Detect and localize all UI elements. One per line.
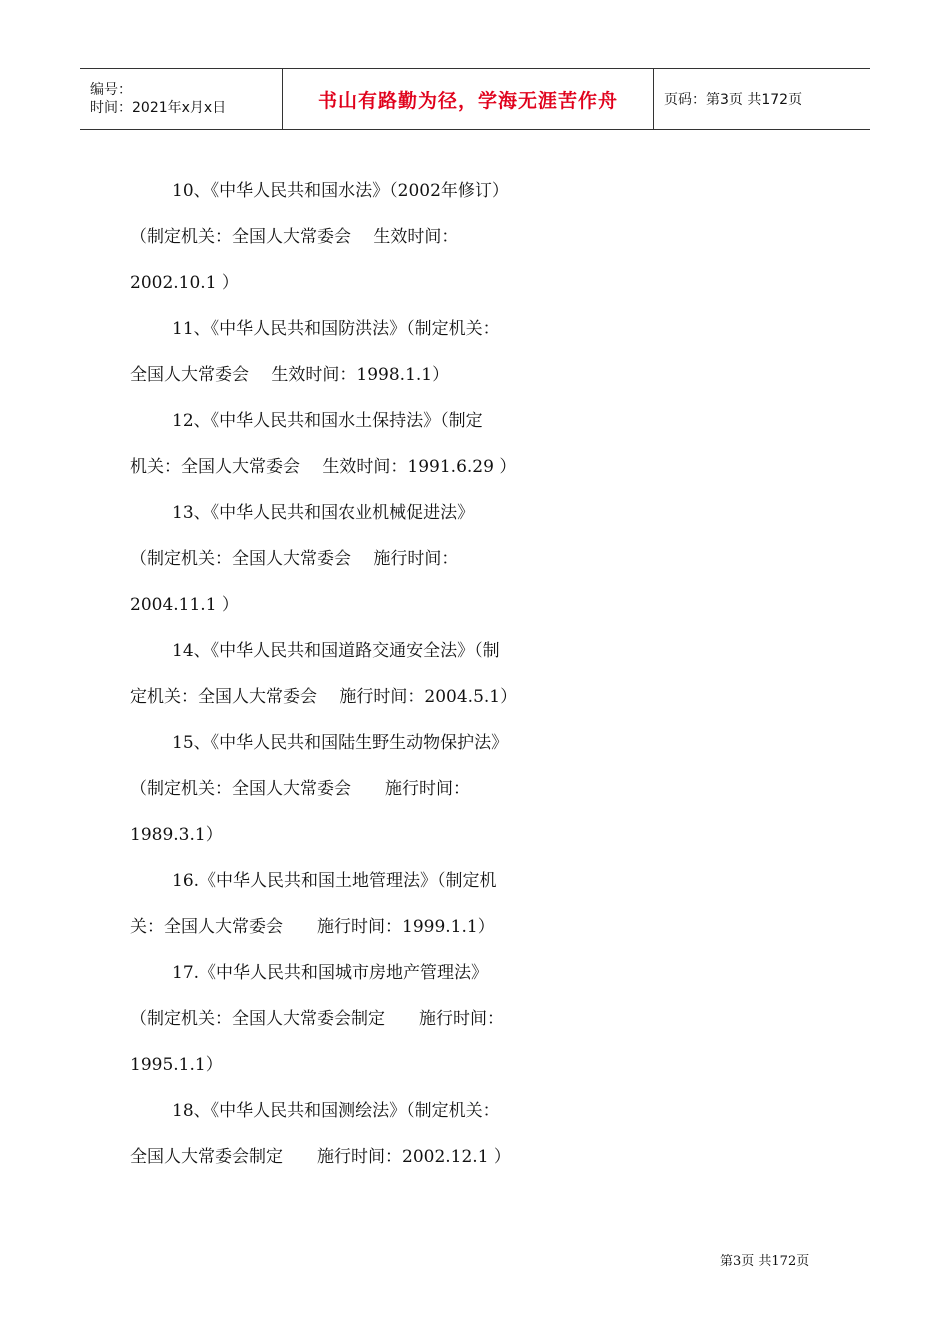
number-label: 编号： bbox=[90, 82, 132, 98]
text-line: 全国人大常委会制定 施行时间：2002.12.1 ） bbox=[130, 1147, 511, 1167]
text-line: 2002.10.1 ） bbox=[130, 273, 239, 293]
text-line: 16.《中华人民共和国土地管理法》（制定机 bbox=[172, 871, 497, 891]
text-line: 10、《中华人民共和国水法》（2002年修订） bbox=[172, 181, 509, 201]
text-line: 14、《中华人民共和国道路交通安全法》（制 bbox=[172, 641, 500, 661]
text-line: 15、《中华人民共和国陆生野生动物保护法》 bbox=[172, 733, 509, 753]
text-line: 13、《中华人民共和国农业机械促进法》 bbox=[172, 503, 475, 523]
text-line: 2004.11.1 ） bbox=[130, 595, 239, 615]
text-line: （制定机关：全国人大常委会 施行时间： bbox=[130, 549, 459, 569]
time-label: 时间：2021年x月x日 bbox=[90, 100, 227, 116]
text-line: 机关：全国人大常委会 生效时间：1991.6.29 ） bbox=[130, 457, 517, 477]
text-line: 1989.3.1） bbox=[130, 825, 223, 845]
text-line: （制定机关：全国人大常委会制定 施行时间： bbox=[130, 1009, 504, 1029]
text-line: （制定机关：全国人大常委会 施行时间： bbox=[130, 779, 470, 799]
text-line: 关：全国人大常委会 施行时间：1999.1.1） bbox=[130, 917, 495, 937]
text-line: 12、《中华人民共和国水土保持法》（制定 bbox=[172, 411, 483, 431]
page-label: 页码：第3页 共172页 bbox=[664, 92, 803, 108]
header-page-cell bbox=[654, 69, 870, 129]
document-body bbox=[130, 168, 820, 1180]
footer-page-number: 第3页 共172页 bbox=[720, 1254, 810, 1269]
text-line: （制定机关：全国人大常委会 生效时间： bbox=[130, 227, 459, 247]
text-line: 18、《中华人民共和国测绘法》（制定机关： bbox=[172, 1101, 500, 1121]
text-line: 11、《中华人民共和国防洪法》（制定机关： bbox=[172, 319, 500, 339]
header-meta bbox=[80, 69, 282, 129]
page-header bbox=[80, 68, 870, 130]
text-line: 定机关：全国人大常委会 施行时间：2004.5.1） bbox=[130, 687, 518, 707]
text-line: 17.《中华人民共和国城市房地产管理法》 bbox=[172, 963, 489, 983]
text-line: 1995.1.1） bbox=[130, 1055, 223, 1075]
header-motto-cell bbox=[282, 69, 654, 129]
motto-text: 书山有路勤为径，学海无涯苦作舟 bbox=[317, 89, 618, 112]
text-line: 全国人大常委会 生效时间：1998.1.1） bbox=[130, 365, 450, 385]
page-footer bbox=[720, 1250, 809, 1269]
